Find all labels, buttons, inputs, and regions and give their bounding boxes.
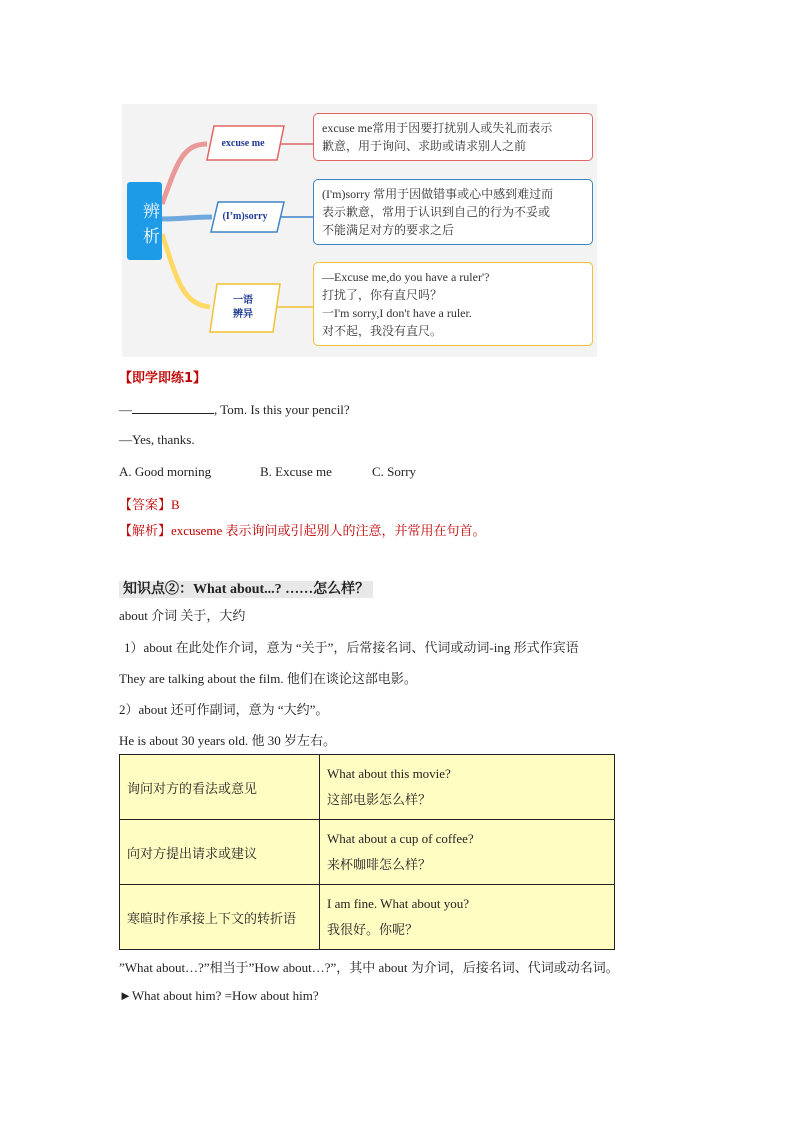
table-row — [120, 885, 615, 950]
kp2-note: ”What about…?”相当于”How about…?”，其中 about 为介词，后接名词、代词或动名词。 — [119, 960, 619, 975]
table-row — [120, 755, 615, 820]
node-sorry: (I’m)sorry — [222, 211, 268, 222]
usage-cell: 寒暄时作承接上下文的转折语 — [120, 885, 320, 950]
exercise-question: — , Tom. Is this your pencil? — [119, 402, 350, 417]
kp2-definition: about 介词 关于，大约 — [119, 608, 246, 623]
kp2-point-1: 1）about 在此处作介词，意为 “关于”，后常接名词、代词或动词-ing 形式作宾语 — [124, 640, 579, 655]
usage-cell: 询问对方的看法或意见 — [120, 755, 320, 820]
option-c: C. Sorry — [372, 464, 417, 479]
kp2-point-2: 2）about 还可作副词，意为 “大约”。 — [119, 702, 329, 717]
node-excuse-me: excuse me — [221, 138, 265, 149]
desc-excuse-me: excuse me常用于因要打扰别人或失礼而表示 歉意，用于询问、求助或请求别人之前 — [313, 113, 593, 161]
answer: 【答案】B — [119, 497, 180, 513]
example-cell: I am fine. What about you? 我很好。你呢？ — [320, 885, 615, 950]
usage-table — [119, 754, 615, 950]
branch-line-tips — [162, 234, 210, 307]
exercise-title: 【即学即练1】 — [119, 371, 207, 386]
branch-line-excuse — [162, 144, 207, 204]
exercise-reply: —Yes, thanks. — [119, 432, 195, 447]
kp2-example-3: ►What about him? =How about him? — [119, 988, 319, 1003]
usage-cell: 向对方提出请求或建议 — [120, 820, 320, 885]
option-b: B. Excuse me — [260, 464, 332, 479]
kp2-title: 知识点②：What about...? ……怎么样？ — [119, 578, 373, 598]
example-cell: What about a cup of coffee? 来杯咖啡怎么样？ — [320, 820, 615, 885]
mindmap-root: 辨析 — [127, 182, 162, 260]
desc-tips: —Excuse me,do you have a ruler'? 打扰了，你有直尺吗？ 一I'm sorry,I don't have a ruler. 对不起，我没有直尺。 — [313, 262, 593, 346]
desc-sorry: (I'm)sorry 常用于因做错事或心中感到难过而 表示歉意，常用于认识到自己的行为不妥或 不能满足对方的要求之后 — [313, 179, 593, 245]
answer-blank — [132, 401, 214, 414]
kp2-example-1: They are talking about the film. 他们在谈论这部电影。 — [119, 671, 417, 686]
node-tips: 一语 辨异 — [233, 295, 253, 320]
kp2-example-2: He is about 30 years old. 他 30 岁左右。 — [119, 733, 337, 748]
table-row — [120, 820, 615, 885]
branch-line-sorry — [162, 217, 212, 219]
example-cell: What about this movie? 这部电影怎么样？ — [320, 755, 615, 820]
mindmap — [122, 104, 597, 357]
option-a: A. Good morning — [119, 464, 212, 479]
analysis: 【解析】excuseme 表示询问或引起别人的注意，并常用在句首。 — [119, 523, 486, 539]
